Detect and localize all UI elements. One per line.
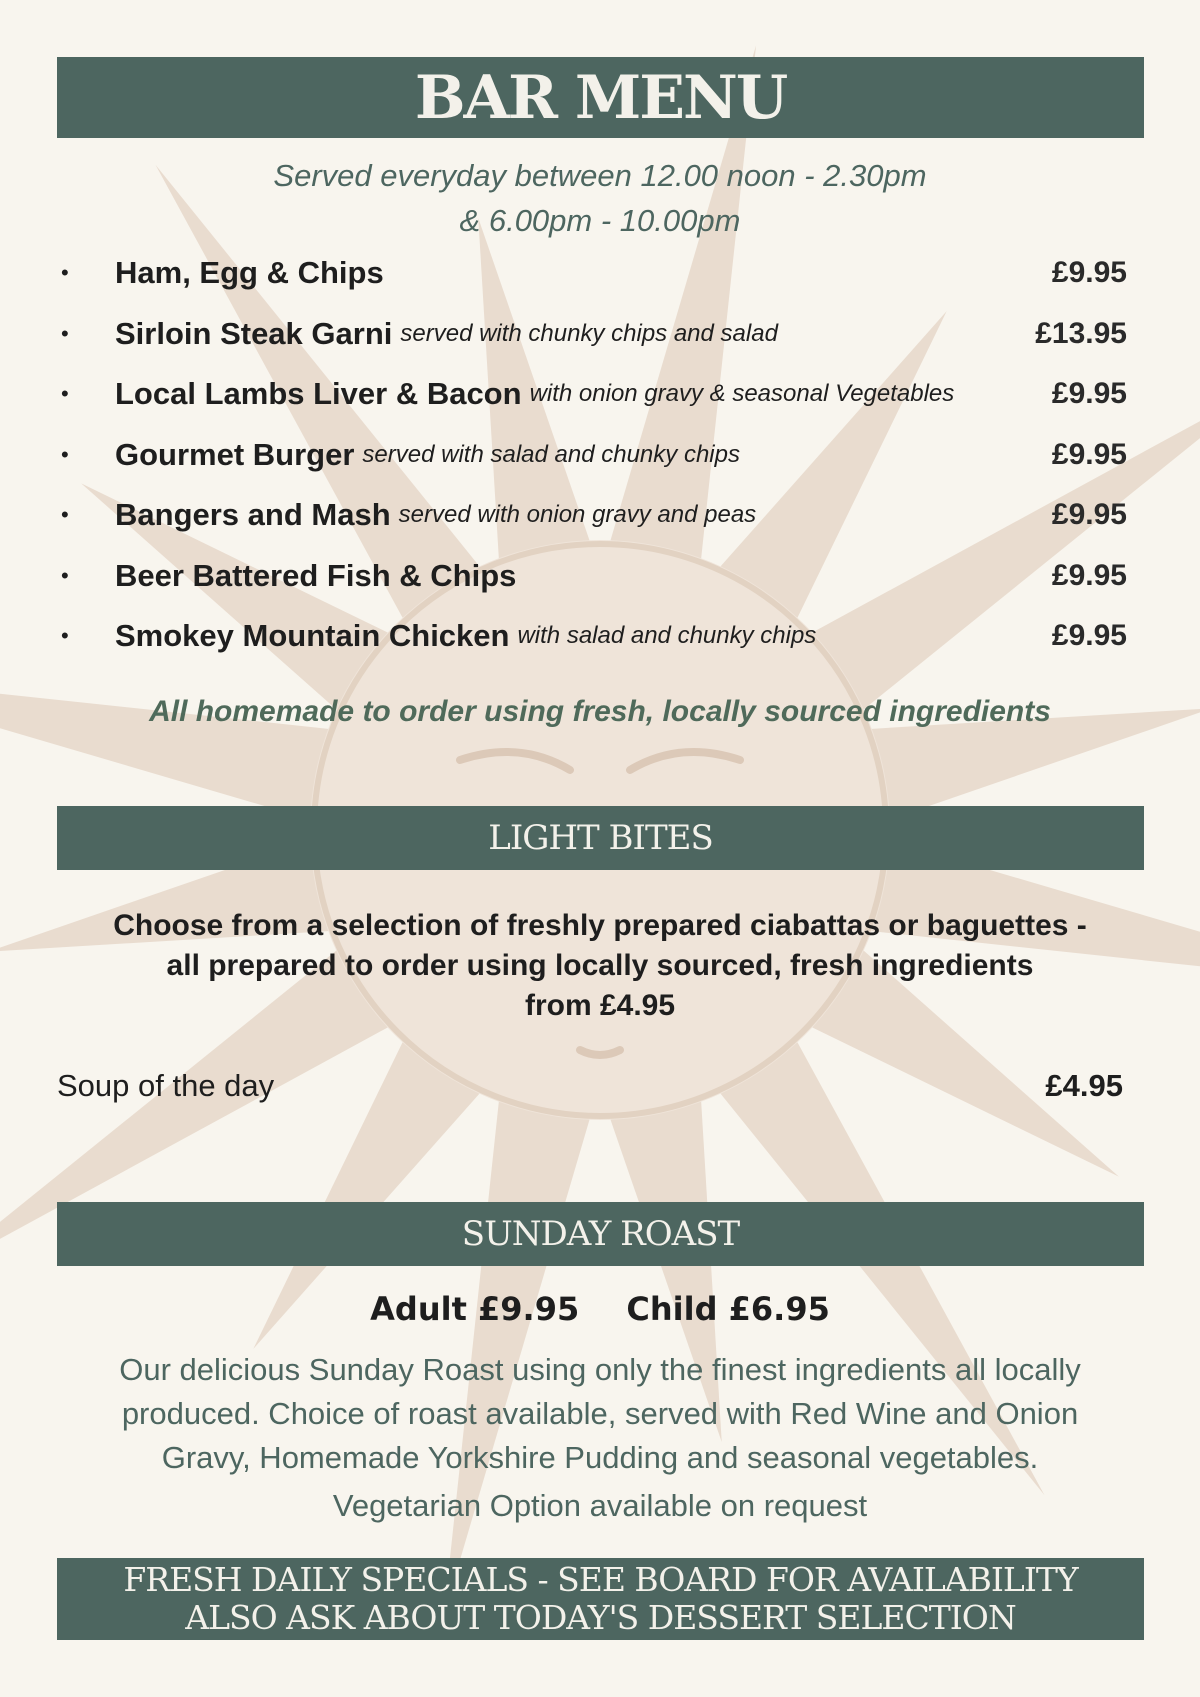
menu-item — [57, 546, 1127, 607]
bullet-icon: • — [61, 562, 69, 588]
menu-item — [57, 304, 1127, 365]
menu-item — [57, 364, 1127, 425]
menu-item — [57, 485, 1127, 546]
dish-description: served with onion gravy and peas — [398, 501, 757, 529]
light-bites-line-2: all prepared to order using locally sourced, fresh ingredients — [166, 949, 1034, 982]
light-bites-line-1: Choose from a selection of freshly prepared ciabattas or baguettes - — [113, 909, 1087, 942]
specials-banner — [57, 1558, 1144, 1640]
dish-name: Smokey Mountain Chicken — [115, 618, 510, 654]
dish-name: Beer Battered Fish & Chips — [115, 557, 517, 593]
soup-price: £4.95 — [1045, 1068, 1123, 1103]
bullet-icon: • — [61, 623, 69, 649]
dish-description: with onion gravy & seasonal Vegetables — [529, 380, 955, 408]
dish-name: Ham, Egg & Chips — [115, 255, 384, 291]
serving-hours-line-1: Served everyday between 12.00 noon - 2.30pm — [273, 158, 927, 193]
dish-price: £9.95 — [1051, 256, 1127, 290]
dish-name: Bangers and Mash — [115, 497, 391, 533]
dish-price: £9.95 — [1051, 558, 1127, 592]
bar-menu-list — [57, 243, 1127, 667]
dish-price: £9.95 — [1051, 437, 1127, 471]
roast-prices — [0, 1290, 1200, 1328]
soup-name: Soup of the day — [57, 1068, 275, 1103]
dish-price: £13.95 — [1035, 316, 1127, 350]
adult-price: Adult £9.95 — [370, 1290, 580, 1328]
bullet-icon: • — [61, 381, 69, 407]
roast-description-line-1: Our delicious Sunday Roast using only the finest ingredients all locally — [119, 1352, 1081, 1387]
dish-name: Local Lambs Liver & Bacon — [115, 376, 522, 412]
page-title: BAR MENU — [57, 57, 1144, 138]
child-price: Child £6.95 — [626, 1290, 830, 1328]
dish-description: with salad and chunky chips — [517, 622, 817, 650]
dish-price: £9.95 — [1051, 619, 1127, 653]
roast-description-line-2: produced. Choice of roast available, served with Red Wine and Onion — [121, 1396, 1079, 1431]
specials-line-1: FRESH DAILY SPECIALS - SEE BOARD FOR AVAILABILITY — [123, 1560, 1078, 1599]
dish-price: £9.95 — [1051, 377, 1127, 411]
specials-line-2: ALSO ASK ABOUT TODAY'S DESSERT SELECTION — [185, 1598, 1016, 1637]
menu-item — [57, 606, 1127, 667]
dish-name: Gourmet Burger — [115, 436, 355, 472]
roast-description-line-3: Gravy, Homemade Yorkshire Pudding and seasonal vegetables. — [161, 1440, 1039, 1475]
light-bites-line-3: from £4.95 — [524, 989, 676, 1022]
sunday-roast-heading: SUNDAY ROAST — [57, 1202, 1144, 1266]
dish-description: served with chunky chips and salad — [400, 319, 778, 347]
menu-item — [57, 243, 1127, 304]
bullet-icon: • — [61, 320, 69, 346]
light-bites-heading: LIGHT BITES — [57, 806, 1144, 870]
bullet-icon: • — [61, 502, 69, 528]
homemade-note: All homemade to order using fresh, locally sourced ingredients — [149, 695, 1051, 728]
dish-description: served with salad and chunky chips — [362, 440, 740, 468]
serving-hours-line-2: & 6.00pm - 10.00pm — [459, 203, 741, 238]
vegetarian-note: Vegetarian Option available on request — [332, 1488, 868, 1523]
dish-name: Sirloin Steak Garni — [115, 315, 393, 351]
roast-description — [60, 1348, 1140, 1480]
bullet-icon: • — [61, 441, 69, 467]
bullet-icon: • — [61, 260, 69, 286]
menu-item — [57, 425, 1127, 486]
light-bites-description — [0, 906, 1200, 1026]
dish-price: £9.95 — [1051, 498, 1127, 532]
soup-row — [57, 1068, 1123, 1104]
